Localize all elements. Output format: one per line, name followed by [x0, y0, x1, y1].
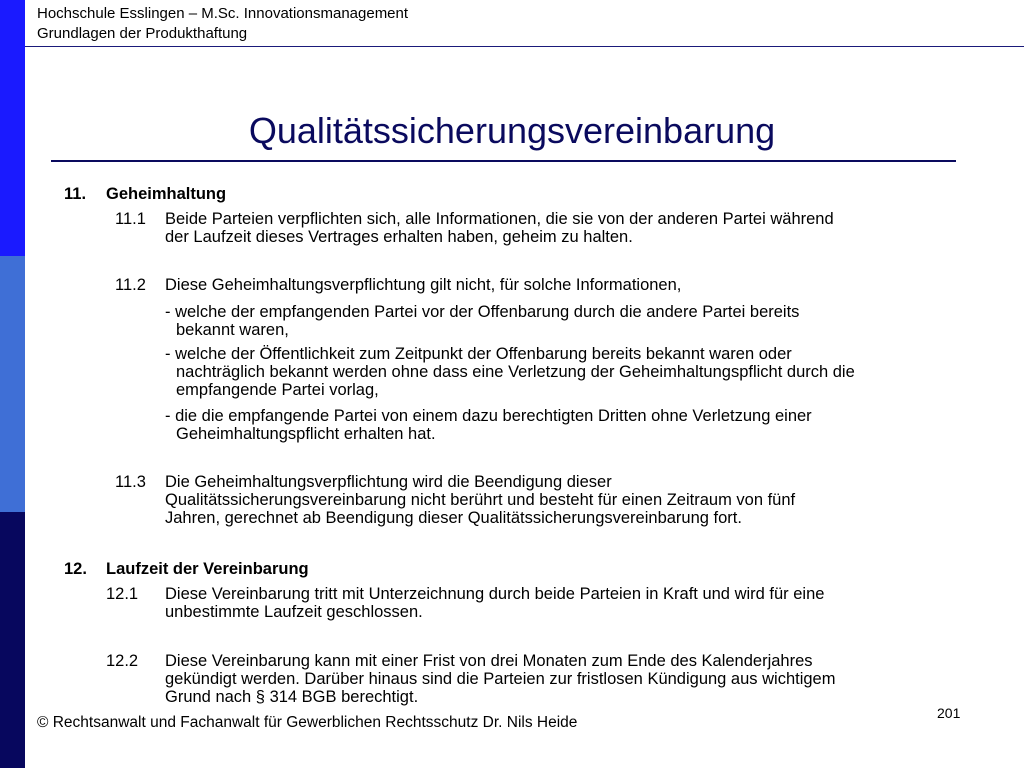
- item-number: 11.2: [115, 276, 146, 294]
- item-text-line: der Laufzeit dieses Vertrages erhalten haben, geheim zu halten.: [165, 228, 633, 246]
- item-text-line: Grund nach § 314 BGB berechtigt.: [165, 688, 419, 706]
- bullet-line: - welche der Öffentlichkeit zum Zeitpunkt der Offenbarung bereits bekannt waren oder: [165, 345, 792, 363]
- bullet-line: - die die empfangende Partei von einem dazu berechtigten Dritten ohne Verletzung einer: [165, 407, 812, 425]
- section-heading: Laufzeit der Vereinbarung: [106, 560, 309, 578]
- footer-copyright: © Rechtsanwalt und Fachanwalt für Gewerblichen Rechtsschutz Dr. Nils Heide: [37, 714, 578, 731]
- item-text-line: Qualitätssicherungsvereinbarung nicht berührt und besteht für einen Zeitraum von fünf: [165, 491, 796, 509]
- item-text-line: Beide Parteien verpflichten sich, alle Informationen, die sie von der anderen Partei während: [165, 210, 834, 228]
- item-number: 11.3: [115, 473, 146, 491]
- item-number: 12.2: [106, 652, 139, 670]
- item-number: 12.1: [106, 585, 139, 603]
- item-text-line: gekündigt werden. Darüber hinaus sind die Parteien zur fristlosen Kündigung aus wichtigem: [165, 670, 836, 688]
- section-number: 11.: [64, 185, 87, 203]
- bullet-line: - welche der empfangenden Partei vor der Offenbarung durch die andere Partei bereits: [165, 303, 800, 321]
- item-number: 11.1: [115, 210, 146, 228]
- bullet-line: empfangende Partei vorlag,: [176, 381, 379, 399]
- bullet-line: Geheimhaltungspflicht erhalten hat.: [176, 425, 436, 443]
- item-text-line: Diese Vereinbarung tritt mit Unterzeichnung durch beide Parteien in Kraft und wird für eine: [165, 585, 825, 603]
- header-institution: Hochschule Esslingen – M.Sc. Innovationsmanagement: [37, 5, 409, 22]
- item-text-line: Jahren, gerechnet ab Beendigung dieser Qualitätssicherungsvereinbarung fort.: [165, 509, 742, 527]
- section-heading: Geheimhaltung: [106, 185, 227, 203]
- page-number: 201: [937, 705, 961, 721]
- item-text-line: Die Geheimhaltungsverpflichtung wird die Beendigung dieser: [165, 473, 612, 491]
- bullet-line: bekannt waren,: [176, 321, 289, 339]
- section-number: 12.: [64, 560, 87, 578]
- bullet-line: nachträglich bekannt werden ohne dass eine Verletzung der Geheimhaltungspflicht durch die: [176, 363, 855, 381]
- slide-title: Qualitätssicherungsvereinbarung: [248, 110, 776, 151]
- item-text-line: Diese Geheimhaltungsverpflichtung gilt nicht, für solche Informationen,: [165, 276, 682, 294]
- header-course: Grundlagen der Produkthaftung: [37, 25, 248, 42]
- item-text-line: Diese Vereinbarung kann mit einer Frist von drei Monaten zum Ende des Kalenderjahres: [165, 652, 813, 670]
- item-text-line: unbestimmte Laufzeit geschlossen.: [165, 603, 423, 621]
